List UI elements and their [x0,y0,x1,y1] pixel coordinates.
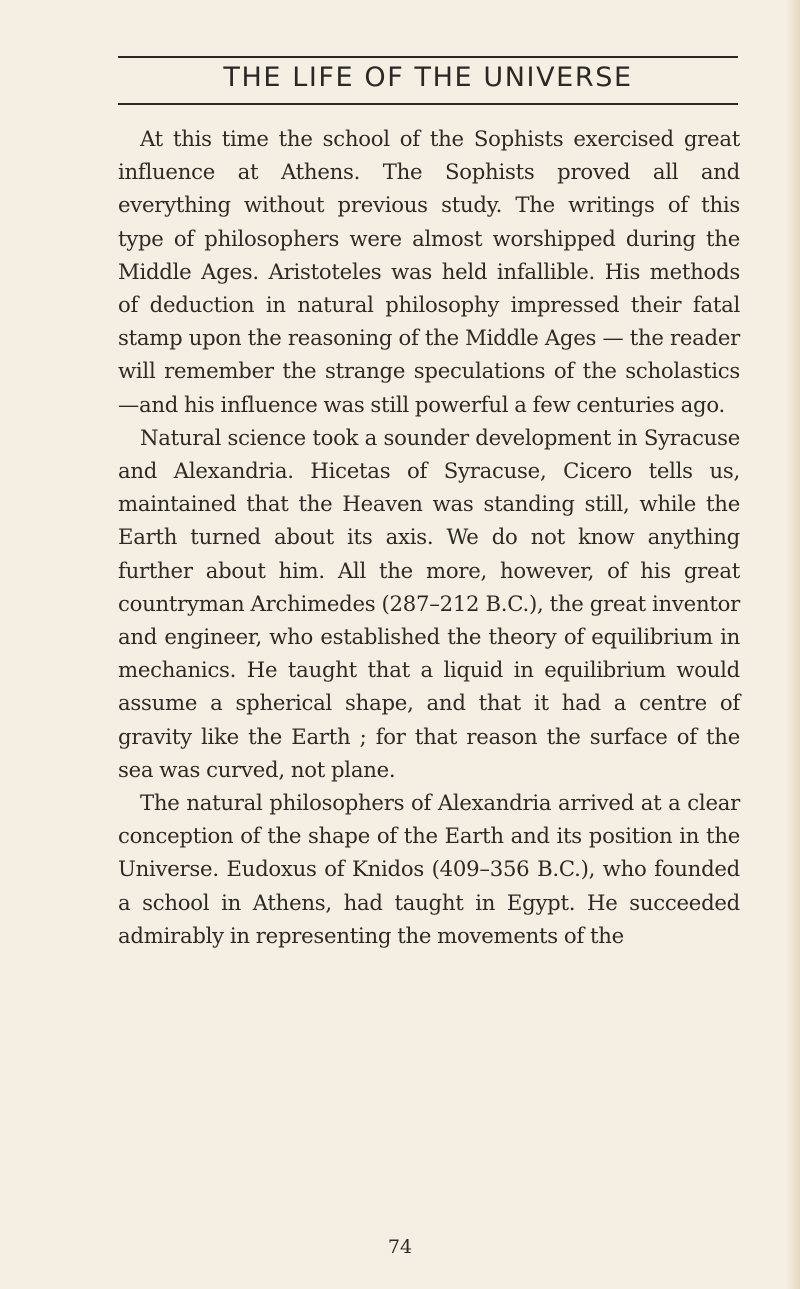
page-number: 74 [387,1236,413,1258]
page-edge-shadow [786,0,800,1289]
body-text [118,122,740,952]
paragraph-2: Natural science took a sounder development in Syracuse and Alexandria. Hicetas of Syracuse, Cicero tells us, maintained that the Heaven was standing still, while the Earth turned about its axis. We do not know anything further about him. All the more, however, of his great countryman Archimedes (287–212 B.C.), the great inventor and engineer, who established the theory of equilibrium in mechanics. He taught that a liquid in equilibrium would assume a spherical shape, and that it had a centre of gravity like the Earth ; for that reason the surface of the sea was curved, not plane. [118,424,740,782]
paragraph-3: The natural philosophers of Alexandria arrived at a clear conception of the shape of the Earth and its position in the Universe. Eudoxus of Knidos (409–356 B.C.), who founded a school in Athens, had taught in Egypt. He succeeded admirably in representing the movements of the [118,790,740,948]
running-title: THE LIFE OF THE UNIVERSE [223,62,633,93]
header-rule-top [118,56,738,58]
paragraph-1: At this time the school of the Sophists exercised great influence at Athens. The Sophists proved all and everything without previous study. The writings of this type of philosophers were almost worshipped during the Middle Ages. Aristoteles was held infallible. His methods of deduction in natural philosophy impressed their fatal stamp upon the reasoning of the Middle Ages — the reader will remember the strange speculations of the scholastics—and his influence was still powerful a few centuries ago. [118,126,740,417]
header-rule-bottom [118,103,738,105]
